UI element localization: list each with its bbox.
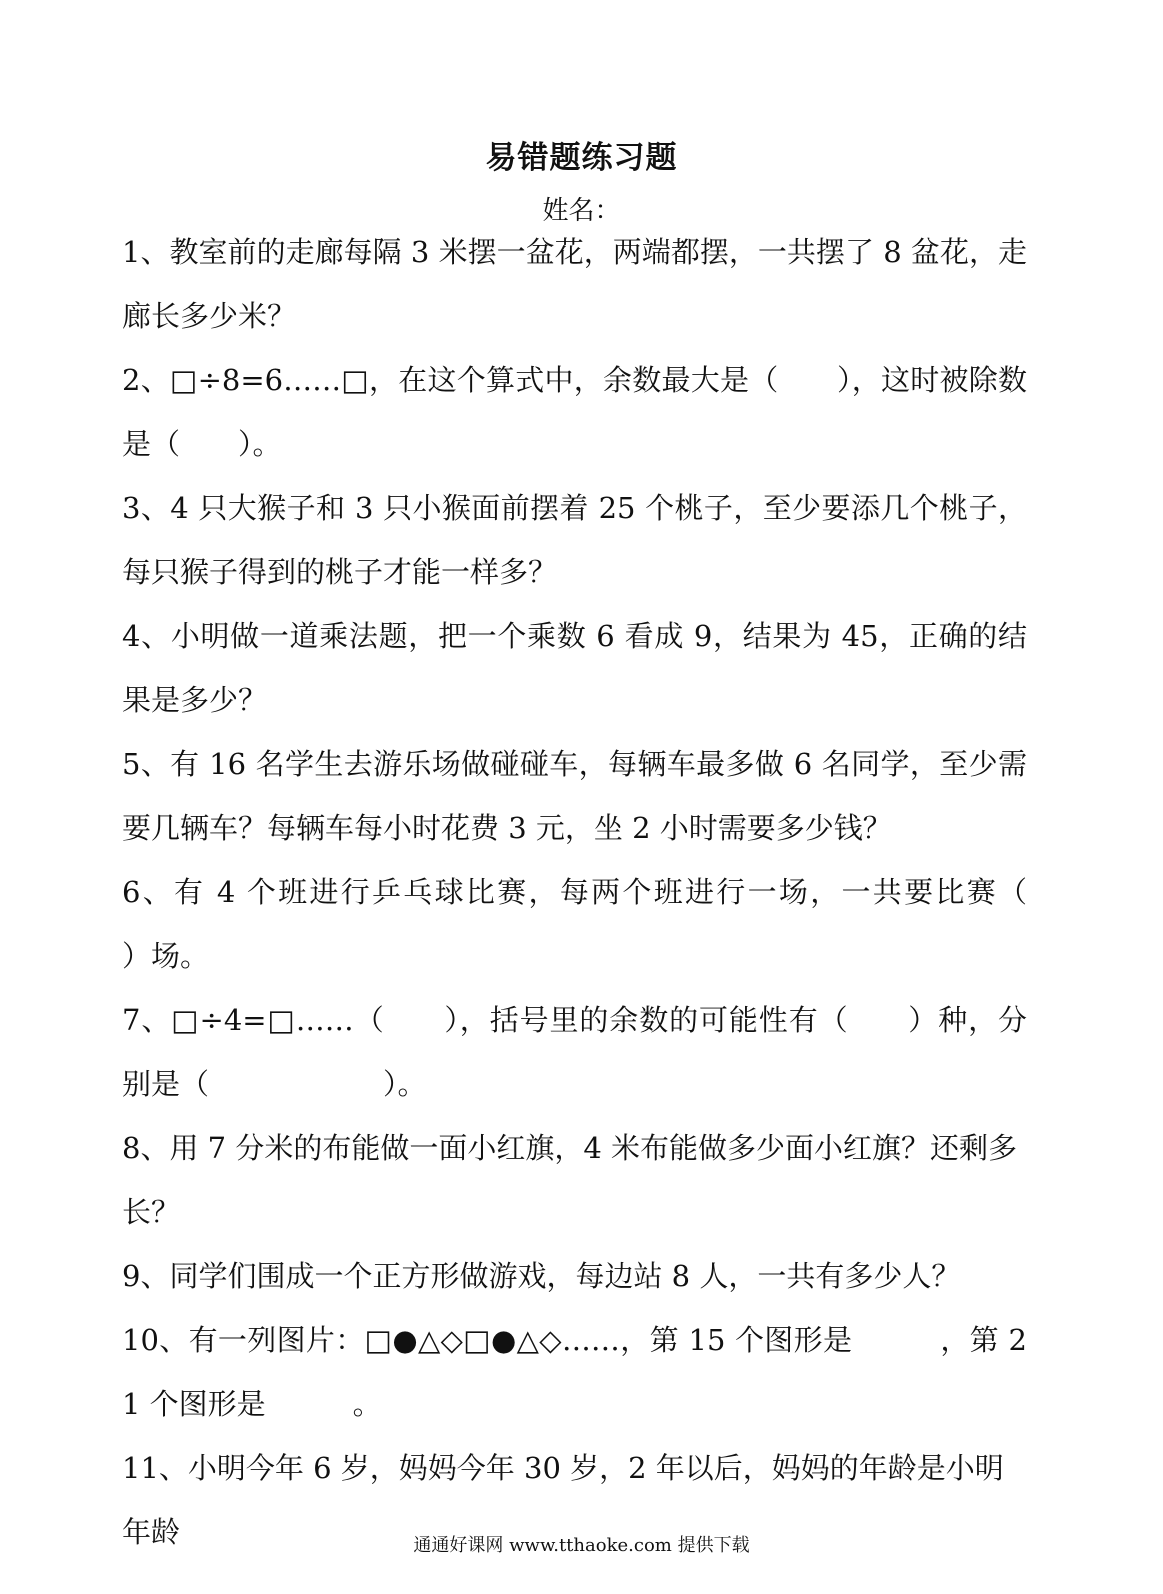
question-7: 7、□÷4=□……（ ），括号里的余数的可能性有（ ）种，分别是（ ）。 bbox=[122, 1003, 1027, 1101]
question-6: 6、有 4 个班进行乒乓球比赛，每两个班进行一场，一共要比赛（ ）场。 bbox=[122, 875, 1086, 973]
question-11: 11、小明今年 6 岁，妈妈今年 30 岁，2 年以后，妈妈的年龄是小明年龄 bbox=[122, 1451, 1004, 1549]
name-label: 姓名： bbox=[542, 196, 621, 226]
page-footer: 通通好课网 www.tthaoke.com 提供下载 bbox=[413, 1535, 750, 1556]
question-4: 4、小明做一道乘法题，把一个乘数 6 看成 9，结果为 45，正确的结果是多少？ bbox=[122, 619, 1027, 717]
question-8: 8、用 7 分米的布能做一面小红旗，4 米布能做多少面小红旗？还剩多长？ bbox=[122, 1131, 1018, 1229]
page-title: 易错题练习题 bbox=[485, 140, 678, 176]
question-10: 10、有一列图片：□●△◇□●△◇……，第 15 个图形是 ，第 21 个图形是 。 bbox=[122, 1323, 1027, 1421]
question-list bbox=[122, 220, 1086, 1564]
question-2: 2、□÷8=6……□，在这个算式中，余数最大是（ ），这时被除数是（ ）。 bbox=[122, 363, 1027, 461]
question-1: 1、教室前的走廊每隔 3 米摆一盆花，两端都摆，一共摆了 8 盆花，走廊长多少米？ bbox=[122, 235, 1027, 333]
question-9: 9、同学们围成一个正方形做游戏，每边站 8 人，一共有多少人？ bbox=[122, 1259, 961, 1293]
question-5: 5、有 16 名学生去游乐场做碰碰车，每辆车最多做 6 名同学，至少需要几辆车？每辆车每小时花费 3 元，坐 2 小时需要多少钱？ bbox=[122, 747, 1027, 845]
question-3: 3、4 只大猴子和 3 只小猴面前摆着 25 个桃子，至少要添几个桃子，每只猴子得到的桃子才能一样多？ bbox=[122, 491, 1027, 589]
